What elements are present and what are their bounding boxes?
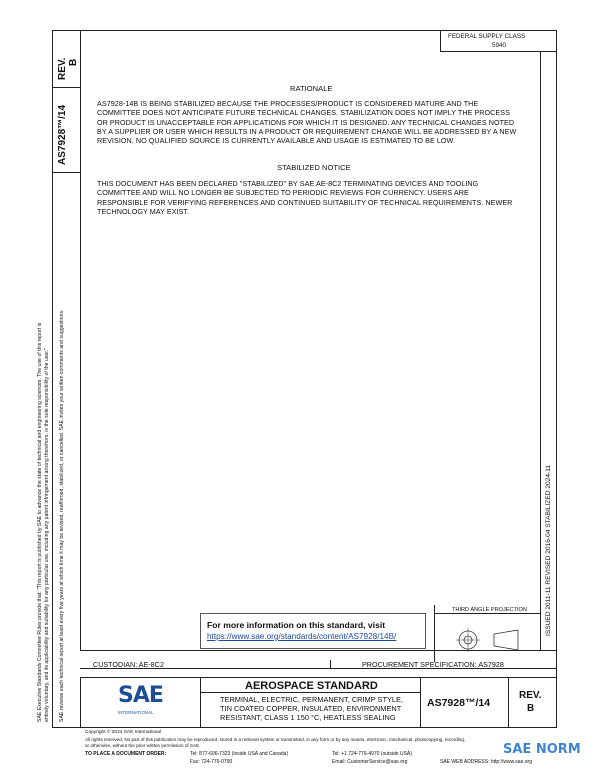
web-address: SAE WEB ADDRESS: http://www.sae.org xyxy=(440,759,532,765)
stabilized-notice-body: THIS DOCUMENT HAS BEEN DECLARED "STABILIZED" BY SAE AE-8C2 TERMINATING DEVICES AND TOOLING COMMITTEE AND WILL NO LONGER BE SUBJECTED TO PERIODIC REVIEWS FOR CURRENCY. USERS ARE RESPONSIBLE FOR VERIFYING REFERENCES AND CONTINUED SUITABILITY OF TECHNICAL REQUIREMENTS. NEWER TECHNOLOGY MAY EXIST. xyxy=(97,179,513,216)
left-column-rule-1 xyxy=(52,87,81,88)
title-doc-number: AS7928™/14 xyxy=(427,697,491,709)
more-info-link[interactable]: https://www.sae.org/standards/content/AS7928/14B/ xyxy=(207,632,397,641)
title-block-divider-1 xyxy=(200,677,201,728)
standard-title: AEROSPACE STANDARD xyxy=(245,680,378,692)
title-block-rule xyxy=(200,692,420,693)
projection-label: THIRD ANGLE PROJECTION xyxy=(452,607,527,613)
title-rev-label: REV. xyxy=(519,690,542,701)
more-info-text: For more information on this standard, visit xyxy=(207,620,386,630)
email: Email: CustomerService@sae.org xyxy=(332,759,408,765)
rights-line-1: All rights reserved. No part of this publication may be reproduced, stored in a retrieval system or transmitted, in any form or by any means, electronic, mechanical, photocopying, recording, xyxy=(85,737,466,742)
custodian-rule-top xyxy=(80,650,557,651)
right-column-divider xyxy=(540,52,541,650)
description-line-1: TERMINAL, ELECTRIC, PERMANENT, CRIMP STYLE, xyxy=(220,695,404,704)
description-line-2: TIN COATED COPPER, INSULATED, ENVIRONMENT xyxy=(220,704,402,713)
procurement-spec-label: PROCUREMENT SPECIFICATION: AS7928 xyxy=(362,660,504,669)
stabilized-notice-title: STABILIZED NOTICE xyxy=(277,163,351,172)
projection-divider xyxy=(434,605,435,662)
legal-notice-line-3: SAE reviews each technical report at least every five years at which time it may be revised, reaffirmed, stabilized, or cancelled. SAE invites your written comments and suggestions. xyxy=(59,309,65,722)
more-info-box xyxy=(200,613,426,649)
legal-notice-line-1: SAE Executive Standards Committee Rules provide that: "This report is published by SAE to advance the state of technical and engineering sciences. The use of this report is xyxy=(37,322,43,722)
order-label: TO PLACE A DOCUMENT ORDER: xyxy=(85,751,167,757)
title-block-divider-3 xyxy=(508,677,509,728)
rationale-body: AS7928-14B IS BEING STABILIZED BECAUSE THE PROCESSES/PRODUCT IS CONSIDERED MATURE AND THE COMMITTEE DOES NOT ANTICIPATE FUTURE TECHNICAL CHANGES. STABILIZATION DOES NOT IMPLY THE PROCESS OR PRODUCT IS UNACCEPTABLE FOR APPLICATIONS FOR WHICH IT IS DESIGNED. ANY TECHNICAL CHANGES NOTED BY A SUPPLIER OR USER WHICH RESULTS IN A PRODUCT OR REQUIREMENT CHANGE WILL BE ADDRESSED BY A NEW REVISION. NO QUALIFIED SOURCE IS CURRENTLY AVAILABLE AND USAGE IS ESTIMATED TO BE LOW. xyxy=(97,99,517,146)
federal-supply-class-value: 5940 xyxy=(492,42,507,49)
title-block-divider-2 xyxy=(420,677,421,728)
legal-notice-line-2: entirely voluntary, and its applicability and suitability for any particular use, including any patent infringement arising therefrom, is the sole responsibility of the user." xyxy=(44,348,50,722)
rationale-title: RATIONALE xyxy=(290,84,333,93)
third-angle-projection-icon xyxy=(448,620,532,660)
left-column-rule-2 xyxy=(52,172,81,173)
description-line-3: RESISTANT, CLASS 1 150 °C, HEATLESS SEALING xyxy=(220,713,396,722)
custodian-divider xyxy=(330,660,331,668)
doc-number-vertical: AS7928™/14 xyxy=(57,104,68,165)
left-column-divider xyxy=(80,30,81,650)
federal-supply-class-label: FEDERAL SUPPLY CLASS xyxy=(448,33,526,40)
sae-norm-watermark: SAE NORM xyxy=(503,742,581,757)
rev-value-vertical: B xyxy=(68,58,79,66)
projection-rule xyxy=(434,613,540,614)
title-rev-value: B xyxy=(527,703,535,714)
rev-label-vertical: REV. xyxy=(57,57,68,80)
sae-logo-subtitle: INTERNATIONAL xyxy=(118,710,154,715)
rights-line-2: or otherwise, without the prior written permission of SAE. xyxy=(85,743,201,748)
copyright: Copyright © 2024 SAE International xyxy=(85,730,162,735)
date-history: ISSUED 2011-11 REVISED 2016-04 STABILIZED 2024-11 xyxy=(545,464,552,636)
custodian-label: CUSTODIAN: AE-8C2 xyxy=(93,660,164,669)
phone-usa: Tel: 877-606-7323 (inside USA and Canada) xyxy=(190,751,289,757)
fax: Fax: 724-776-0790 xyxy=(190,759,233,765)
phone-intl: Tel: +1 724-776-4970 (outside USA) xyxy=(332,751,412,757)
sae-logo: SAE xyxy=(118,683,163,708)
